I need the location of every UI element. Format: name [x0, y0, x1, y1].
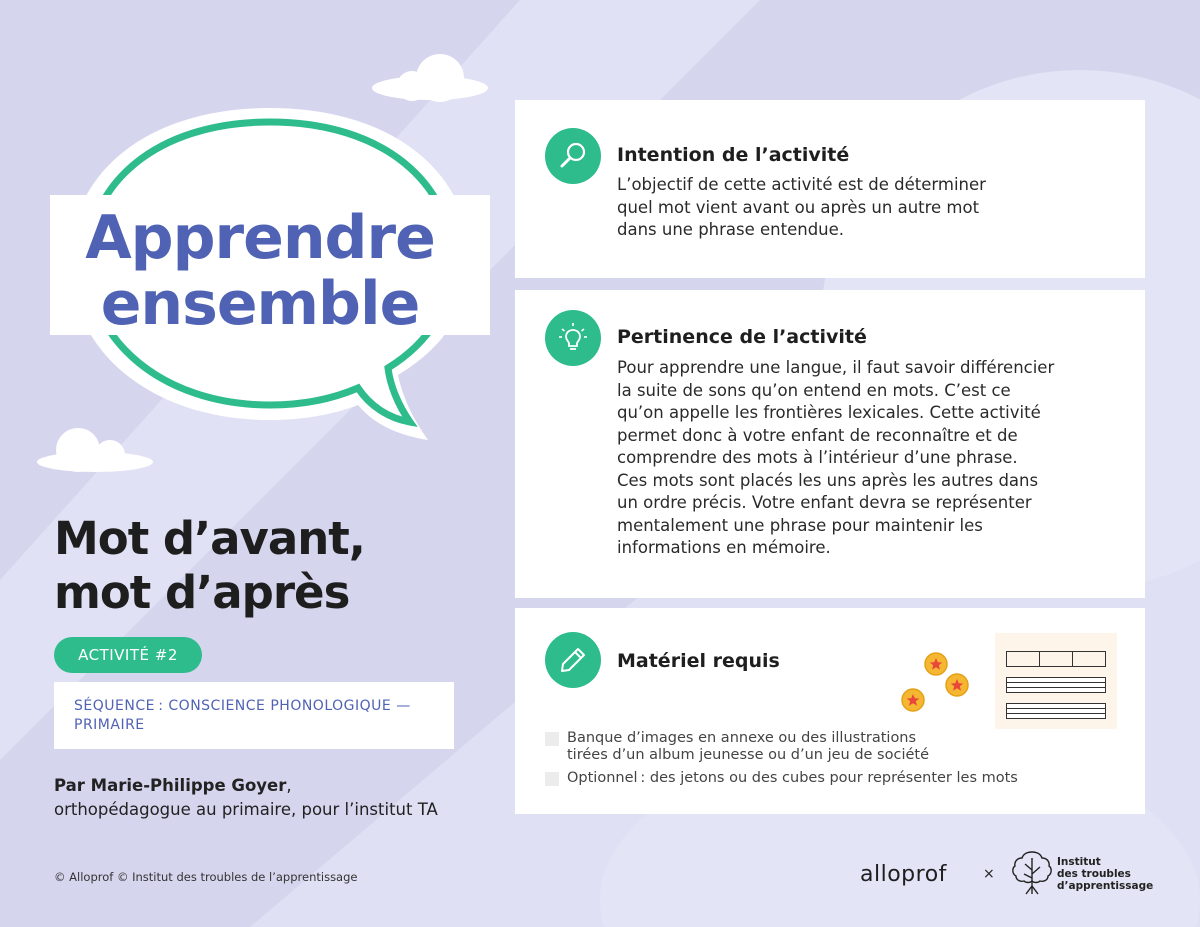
pertinence-line: permet donc à votre enfant de reconnaître et de	[617, 425, 1018, 445]
intention-body	[617, 174, 1057, 242]
ita-line-2: des troubles	[1057, 868, 1131, 880]
worksheet-illustration	[995, 633, 1117, 729]
pertinence-line: comprendre des mots à l’intérieur d’une phrase.	[617, 448, 1018, 467]
pertinence-line: informations en mémoire.	[617, 538, 831, 557]
intention-line: dans une phrase entendue.	[617, 220, 845, 239]
title-line-2: mot d’après	[54, 566, 350, 619]
pertinence-title: Pertinence de l’activité	[617, 326, 867, 348]
ita-line-3: d’apprentissage	[1057, 880, 1154, 892]
list-item-line: tirées d’un album jeunesse ou d’un jeu de société	[567, 747, 930, 763]
page-title	[54, 512, 494, 620]
intention-card	[515, 100, 1145, 278]
author-comma: ,	[286, 776, 292, 795]
list-item-line: Banque d’images en annexe ou des illustrations	[567, 730, 917, 746]
list-item	[545, 770, 1105, 787]
pertinence-line: qu’on appelle les frontières lexicales. Cette activité	[617, 403, 1041, 422]
logo-text	[60, 205, 460, 337]
ita-line-1: Institut	[1057, 856, 1101, 868]
intention-line: quel mot vient avant ou après un autre mot	[617, 197, 980, 217]
checkbox-icon	[545, 732, 559, 746]
worksheet-row	[1006, 677, 1106, 693]
copyright-text: © Alloprof © Institut des troubles de l’apprentissage	[54, 870, 358, 884]
alloprof-logo: alloprof	[860, 862, 947, 887]
materiel-card	[515, 608, 1145, 814]
pertinence-line: Ces mots sont placés les uns après les autres dans	[617, 470, 1039, 490]
sequence-line-1: SÉQUENCE : CONSCIENCE PHONOLOGIQUE —	[74, 698, 411, 714]
list-item	[545, 730, 1105, 764]
pertinence-line: un ordre précis. Votre enfant devra se représenter	[617, 493, 1032, 512]
pertinence-line: la suite de sons qu’on entend en mots. C’est ce	[617, 380, 1011, 400]
pertinence-body	[617, 357, 1122, 560]
lightbulb-icon	[545, 310, 601, 366]
author-role: orthopédagogue au primaire, pour l’institut TA	[54, 800, 438, 819]
checkbox-icon	[545, 772, 559, 786]
materiel-list	[545, 730, 1105, 793]
pencil-icon	[545, 632, 601, 688]
pertinence-line: Pour apprendre une langue, il faut savoir différencier	[617, 358, 1055, 377]
materiel-title: Matériel requis	[617, 650, 780, 672]
pertinence-card	[515, 290, 1145, 598]
intention-title: Intention de l’activité	[617, 144, 850, 166]
title-line-1: Mot d’avant,	[54, 512, 365, 565]
activity-badge: ACTIVITÉ #2	[54, 637, 202, 673]
times-sign: ×	[983, 866, 995, 882]
intention-line: L’objectif de cette activité est de déterminer	[617, 175, 986, 194]
author-block	[54, 774, 514, 822]
sequence-box	[54, 682, 454, 749]
logo-line-2: ensemble	[100, 269, 420, 339]
ita-text	[1057, 856, 1153, 892]
star-tokens-icon	[899, 648, 979, 720]
author-name: Par Marie-Philippe Goyer	[54, 776, 287, 795]
magnifier-icon	[545, 128, 601, 184]
worksheet-row	[1006, 703, 1106, 719]
ita-logo	[1012, 848, 1152, 896]
tree-brain-icon	[1012, 848, 1052, 896]
list-item-line: Optionnel : des jetons ou des cubes pour représenter les mots	[567, 770, 1018, 786]
logo-line-1: Apprendre	[85, 203, 435, 273]
pertinence-line: mentalement une phrase pour maintenir les	[617, 515, 983, 535]
worksheet-row	[1006, 651, 1106, 667]
sequence-line-2: PRIMAIRE	[74, 717, 145, 733]
